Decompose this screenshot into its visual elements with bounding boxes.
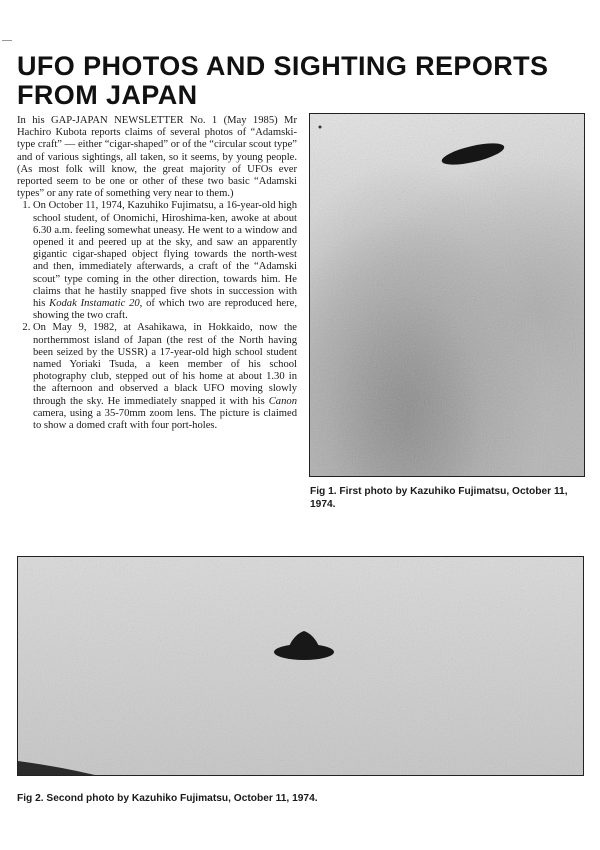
report-2-tail: camera, using a 35-70mm zoom lens. The picture is claimed to show a domed craft with four port-holes. — [33, 407, 297, 432]
camera-name-1: Kodak Instamatic 20, — [49, 298, 143, 310]
report-item-1 — [33, 200, 297, 322]
intro-paragraph: In his GAP-JAPAN NEWSLETTER No. 1 (May 1985) Mr Hachiro Kubota reports claims of several photos of “Adamski-type craft” — either “cigar-shaped” or of the “circular scout type” and of various sightings, all taken, so it seems, by young people. (As most folk will know, the great majority of UFOs ever reported seem to be one or other of these two basic “Adamski types” or any rate of something very near to them.) — [17, 115, 297, 200]
camera-name-2: Canon — [268, 395, 297, 407]
article-title: UFO PHOTOS AND SIGHTING REPORTS FROM JAPAN — [17, 51, 549, 110]
figure-2-caption: Fig 2. Second photo by Kazuhiko Fujimatsu, October 11, 1974. — [17, 793, 318, 804]
report-item-2 — [33, 322, 297, 432]
report-1-text: On October 11, 1974, Kazuhiko Fujimatsu, a 16-year-old high school student, of Onomichi, Hiroshima-ken, awoke at about 6.30 a.m. feeling somewhat uneasy. He went to a window and opened it and peered up at the sky, and saw an apparently gigantic cigar-shaped object flying towards the north-west and then, immediately afterwards, a craft of the “Adamski scout” type coming in the other direction, towards him. He claims that he hastily snapped five shots in succession with his — [33, 200, 297, 310]
figure-2-photo — [17, 556, 584, 776]
report-2-text: On May 9, 1982, at Asahikawa, in Hokkaido, now the northernmost island of Japan (the rest of the North having been seized by the USSR) a 17-year-old high school student named Yoriaki Tsuda, a keen member of his school photography club, stepped out of his home at about 1.30 in the afternoon and observed a black UFO moving slowly through the sky. He immediately snapped it with his — [33, 322, 297, 407]
figure-1-caption: Fig 1. First photo by Kazuhiko Fujimatsu, October 11, 1974. — [310, 486, 568, 510]
cigar-ufo-image — [310, 114, 585, 477]
figure-1-photo — [309, 113, 585, 477]
report-list — [17, 200, 297, 432]
article-body — [17, 115, 297, 432]
margin-mark — [2, 40, 12, 41]
scout-ufo-image — [18, 557, 584, 776]
report-1-tail: of which two are reproduced here, showing the two craft. — [33, 298, 298, 322]
